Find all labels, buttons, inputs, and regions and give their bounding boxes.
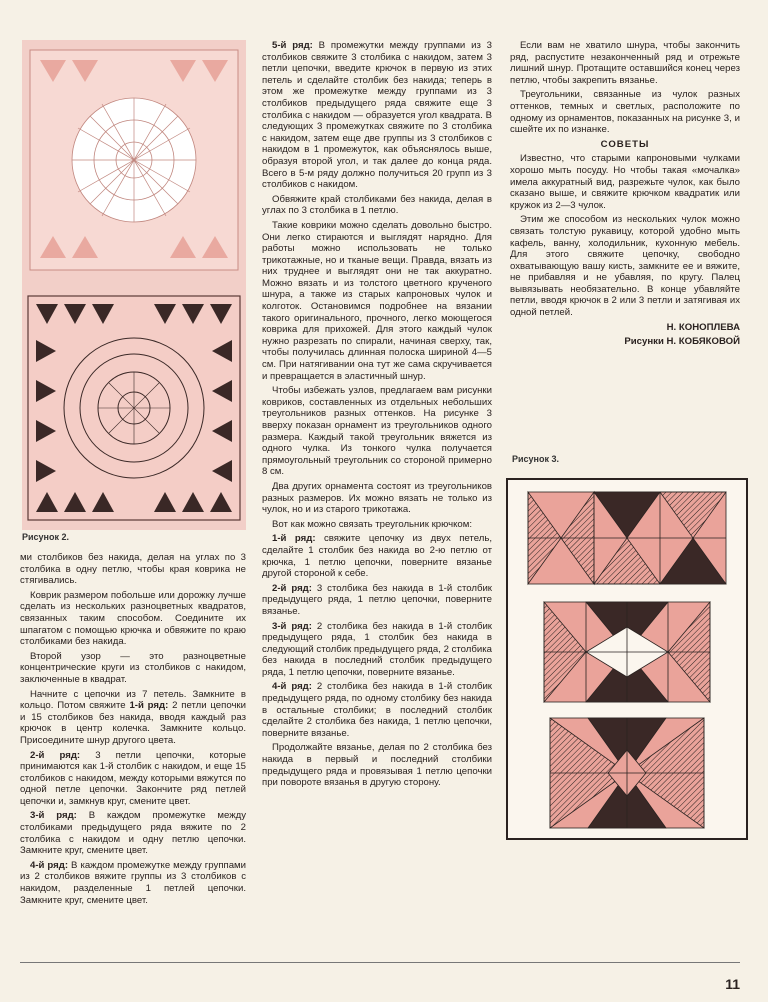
text-column-3: [510, 40, 740, 351]
text-column-2: [262, 40, 492, 792]
paragraph: Продолжайте вязанье, делая по 2 столбика без накида в первый и последний столбики предыдущего ряда и провязывая 1 петлю цепочки при повороте вязанья в другую сторону.: [262, 742, 492, 789]
page-number: 11: [725, 976, 740, 992]
paragraph: Если вам не хватило шнура, чтобы закончить ряд, распустите незаконченный ряд и отрежьте лишний шнур. Протащите оставшийся конец через петлю, чтобы закрепить вязанье.: [510, 40, 740, 86]
paragraph: Вот как можно связать треугольник крючком:: [272, 518, 472, 530]
row-label: 1-й ряд:: [129, 700, 169, 712]
paragraph: [262, 681, 492, 739]
paragraph: Известно, что старыми капроновыми чулками хорошо мыть посуду. Но чтобы такая «мочалка» имела аккуратный вид, разрежьте чулок, как было сказано выше, и свяжите крючком квадратик или кружок из 2—3 чулок.: [510, 153, 740, 211]
paragraph: [20, 860, 246, 906]
bottom-rule: [20, 962, 740, 963]
text: Начните с цепочки из 7 петель. Замкните в кольцо. Потом свяжите: [20, 688, 246, 712]
paragraph: Коврик размером побольше или дорожку лучше сделать из нескольких разноцветных квадратов, связанных таким способом. Соедините их шпагатом с помощью крючка и обвяжите по краю столбиками без накида.: [20, 589, 246, 648]
text-column-1: [20, 552, 246, 909]
row-label: 2-й ряд:: [30, 749, 81, 761]
paragraph: ми столбиков без накида, делая на углах по 3 столбика в одну петлю, чтобы края коврика не стягивались.: [20, 552, 246, 587]
figure-2-illustration: [22, 40, 246, 530]
text: 2 столбика без накида в 1-й столбик предыдущего ряда, по одному столбику без накида в остальные столбики; в последний столбик сделайте 2 столбика без накида, 1 петлю цепочки, поверните вязанье.: [262, 681, 492, 739]
paragraph: Этим же способом из нескольких чулок можно связать толстую рукавицу, которой удобно мыть кафель, ванну, холодильник, кухонную мебель. Для этого свяжите цепочку, свободно охватывающую вашу кисть, замкните ее и вяжите, не прибавляя и не убавляя, по кругу. Палец вывязывать необязательно. В конце убавляйте петли, вводя крючок в 2 или 3 петли и затягивая их одной петлей.: [510, 214, 740, 319]
ornament-2: [544, 602, 710, 702]
paragraph: [20, 689, 246, 747]
illustrator-credit: Рисунки Н. КОБЯКОВОЙ: [624, 336, 740, 348]
paragraph: Такие коврики можно сделать довольно быстро. Они легко стираются и выглядят нарядно. Для работы можно использовать не только трикотажные, но и тканые вещи. Правда, вязать из них труднее и выглядят они не так аккуратно. Можно вязать и из толстого цветного крученого шнура, а также из старых капроновых чулок и колготок. Остановимся подробнее на вязании такого оригинального, прочного, легко моющегося коврика для прихожей. Для этого каждый чулок нужно разрезать по спирали, начиная сверху, так, чтобы получилась длинная полоска шириной 4—5 см. При натягивании она тут же сама скручивается и превращается в эластичный шнур.: [262, 219, 492, 382]
row-label: 2-й ряд:: [272, 582, 312, 594]
row-label: 1-й ряд:: [272, 533, 316, 545]
paragraph: Два других орнамента состоят из треугольников разных размеров. Их можно вязать не только из чулок, но и из старого трикотажа.: [262, 480, 492, 516]
ornament-1: [528, 492, 726, 584]
text: В промежутки между группами из 3 столбиков свяжите 3 столбика с накидом, затем 3 петли цепочки, введите крючок в первую из этих петель и сделайте столбик без накида; теперь в этом же промежутке между группами из 3 столбиков предыдущего ряда свяжите еще 3 столбика с накидом — образуется угол квадрата. В следующих 3 промежутках свяжите по 3 столбика с накидом, затем еще две группы из 3 столбиков с накидом в 1 промежуток, как объяснялось выше, образуя второй угол, и так далее до конца ряда. Всего в 5-м ряду должно получиться 20 групп из 3 столбиков с накидом.: [262, 40, 492, 191]
ornament-3: [550, 718, 704, 828]
paragraph: [20, 750, 246, 808]
text: В каждом промежутке между группами из 2 столбиков вяжите группы из 3 столбиков с накидом, разделенные 1 петлей цепочки. Замкните круг, смените цвет.: [20, 859, 246, 906]
text: 2 петли цепочки и 15 столбиков без накида, вводя каждый раз крючок в центр колечка. Замкните кольцо. Присоедините шнур другого цвета.: [20, 700, 246, 746]
row-label: 3-й ряд:: [272, 620, 312, 632]
square-motif-bottom: [28, 296, 240, 520]
row-label: 4-й ряд:: [30, 859, 69, 871]
paragraph: [262, 533, 492, 579]
paragraph: Чтобы избежать узлов, предлагаем вам рисунки ковриков, составленных из отдельных небольших треугольников разных оттенков. На рисунке 3 вверху показан орнамент из треугольников одного размера. Каждый такой треугольник вяжется из одного чулка. Из тонкого чулка получается прямоугольный треугольник со стороной примерно 8 см.: [262, 385, 492, 478]
paragraph: [262, 583, 492, 618]
text: 3 столбика без накида в 1-й столбик предыдущего ряда, 1 петлю цепочки, поверните вязанье.: [262, 582, 492, 617]
square-motif-top: [30, 50, 238, 270]
paragraph: [262, 40, 492, 191]
paragraph: Треугольники, связанные из чулок разных оттенков, темных и светлых, расположите по одному из орнаментов, показанных на рисунке 3, и сшейте их по изнанке.: [510, 89, 740, 136]
section-heading: СОВЕТЫ: [600, 138, 650, 150]
crochet-motifs-drawing: [22, 40, 246, 530]
text: В каждом промежутке между столбиками предыдущего ряда вяжите по 2 столбика с накидом и одну петлю цепочки. Замкните круг, смените цвет.: [20, 810, 246, 857]
row-label: 4-й ряд:: [272, 681, 312, 693]
paragraph: Обвяжите край столбиками без накида, делая в углах по 3 столбика в 1 петлю.: [262, 193, 492, 217]
row-label: 3-й ряд:: [30, 810, 77, 822]
text: свяжите цепочку из двух петель, сделайте 1 столбик без накида во 2-ю петлю от крючка, 1 петлю цепочки, поверните вязанье другой стороной к себе.: [262, 533, 492, 580]
figure-3-caption: Рисунок 3.: [512, 454, 559, 464]
figure-2-caption: Рисунок 2.: [22, 532, 69, 542]
paragraph: [20, 810, 246, 856]
figure-3-illustration: [506, 478, 748, 840]
text: 2 столбика без накида в 1-й столбик предыдущего ряда, 1 столбик без накида в следующий столбик предыдущего ряда, 2 столбика без накида в последний столбик предыдущего ряда, 1 петлю цепочки, поверните вязанье.: [262, 620, 492, 678]
triangle-ornaments-drawing: [508, 480, 746, 838]
paragraph: [262, 621, 492, 679]
paragraph: Второй узор — это разноцветные концентрические круги из столбиков с накидом, заключенные в квадрат.: [20, 650, 246, 685]
author-signature: Н. КОНОПЛЕВА: [666, 321, 740, 333]
row-label: 5-й ряд:: [272, 40, 313, 51]
text: 3 петли цепочки, которые принимаются как 1-й столбик с накидом, и еще 15 столбиков с накидом, между которыми вяжутся по одной петле цепочки. Закончите ряд петлей цепочки и, замкнув круг, смените цвет.: [20, 749, 246, 807]
